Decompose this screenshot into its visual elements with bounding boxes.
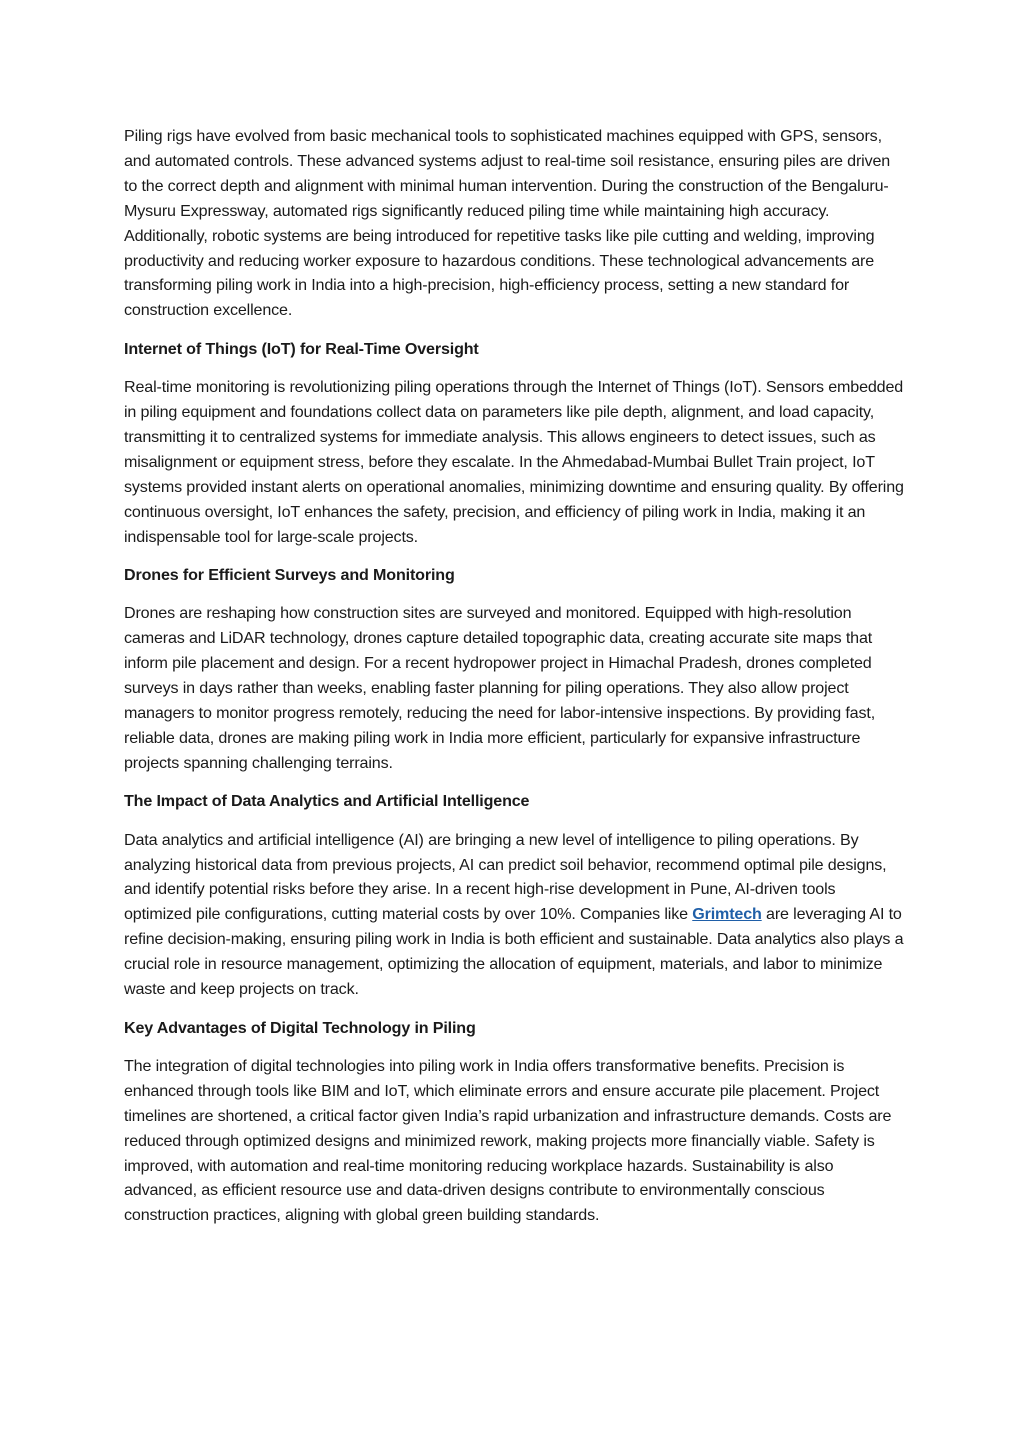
heading-advantages: Key Advantages of Digital Technology in Piling — [124, 1018, 476, 1037]
paragraph-iot: Real-time monitoring is revolutionizing piling operations through the Internet of Things (IoT). Sensors embedded in piling equipment and foundations collect data on parameters like pile depth, alignment, and load capacity, transmitting it to centralized systems for immediate analysis. This allows engineers to detect issues, such as misalignment or equipment stress, before they escalate. In the Ahmedabad-Mumbai Bullet Train project, IoT systems provided instant alerts on operational anomalies, minimizing downtime and ensuring quality. By offering continuous oversight, IoT enhances the safety, precision, and efficiency of piling work in India, making it an indispensable tool for large-scale projects. — [124, 378, 904, 546]
paragraph-ai — [124, 828, 904, 1002]
heading-iot: Internet of Things (IoT) for Real-Time Oversight — [124, 339, 479, 358]
paragraph-piling-rigs: Piling rigs have evolved from basic mechanical tools to sophisticated machines equipped with GPS, sensors, and automated controls. These advanced systems adjust to real-time soil resistance, ensuring piles are driven to the correct depth and alignment with minimal human intervention. During the construction of the Bengaluru-Mysuru Expressway, automated rigs significantly reduced piling time while maintaining high accuracy. Additionally, robotic systems are being introduced for repetitive tasks like pile cutting and welding, improving productivity and reducing worker exposure to hazardous conditions. These technological advancements are transforming piling work in India into a high-precision, high-efficiency process, setting a new standard for construction excellence. — [124, 127, 891, 320]
document-page — [124, 124, 904, 1242]
paragraph-advantages: The integration of digital technologies into piling work in India offers transformative benefits. Precision is enhanced through tools like BIM and IoT, which eliminate errors and ensure accurate pile placement. Project timelines are shortened, a critical factor given India’s rapid urbanization and infrastructure demands. Costs are reduced through optimized designs and minimized rework, making projects more financially viable. Safety is improved, with automation and real-time monitoring reducing workplace hazards. Sustainability is also advanced, as efficient resource use and data-driven designs contribute to environmentally conscious construction practices, aligning with global green building standards. — [124, 1056, 892, 1225]
grimtech-link[interactable]: Grimtech — [692, 905, 762, 924]
paragraph-drones: Drones are reshaping how construction sites are surveyed and monitored. Equipped with high-resolution cameras and LiDAR technology, drones capture detailed topographic data, creating accurate site maps that inform pile placement and design. For a recent hydropower project in Himachal Pradesh, drones completed surveys in days rather than weeks, enabling faster planning for piling operations. They also allow project managers to monitor progress remotely, reducing the need for labor-intensive inspections. By providing fast, reliable data, drones are making piling work in India more efficient, particularly for expansive infrastructure projects spanning challenging terrains. — [124, 604, 876, 772]
heading-ai: The Impact of Data Analytics and Artificial Intelligence — [124, 792, 530, 811]
heading-drones: Drones for Efficient Surveys and Monitoring — [124, 566, 455, 584]
paragraph-ai-after-link: are leveraging AI to refine decision-making, ensuring piling work in India is both efficient and sustainable. Data analytics also plays a crucial role in resource management, optimizing the allocation of equipment, materials, and labor to minimize waste and keep projects on track. — [124, 905, 904, 999]
paragraph-ai-before-link: Data analytics and artificial intelligence (AI) are bringing a new level of intelligence to piling operations. By analyzing historical data from previous projects, AI can predict soil behavior, recommend optimal pile designs, and identify potential risks before they arise. In a recent high-rise development in Pune, AI-driven tools optimized pile configurations, cutting material costs by over 10%. Companies like — [124, 830, 887, 924]
